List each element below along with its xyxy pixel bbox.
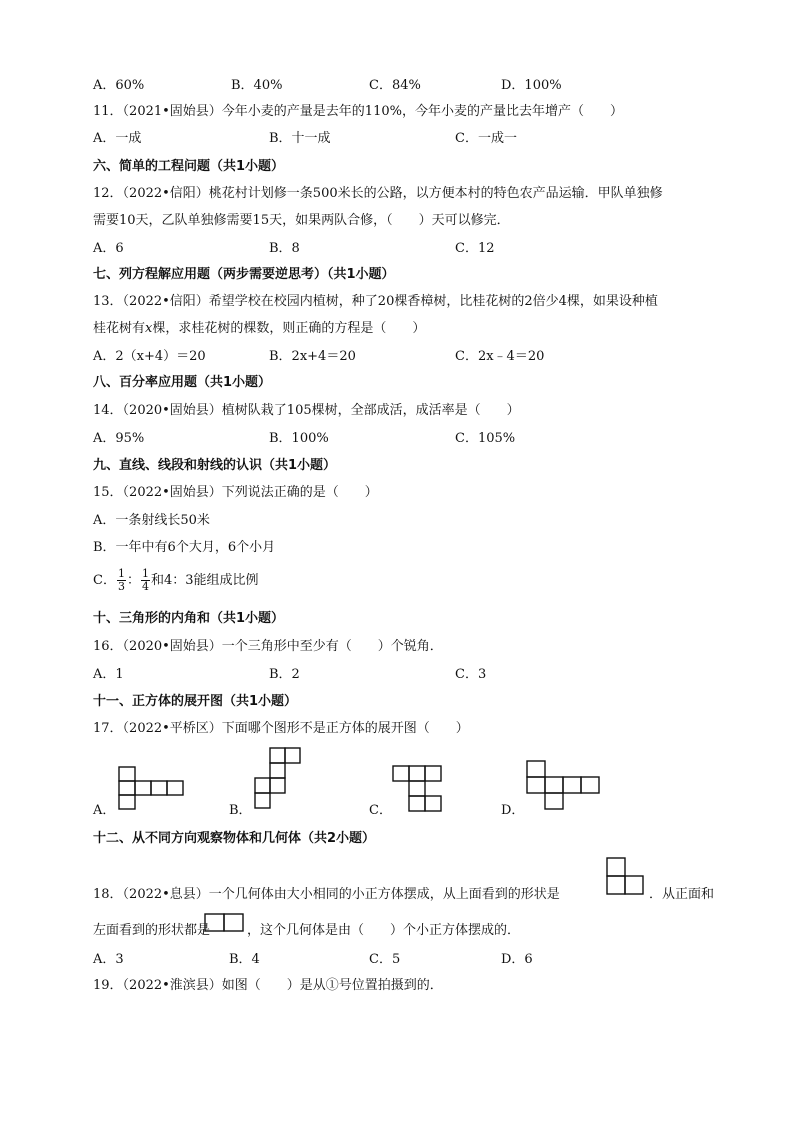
q16-option-a: A．1: [93, 667, 124, 682]
q13-stem-line2-a: 桂花树有: [93, 321, 146, 336]
fraction-1-denominator: 3: [117, 580, 125, 593]
q18-option-d: D．6: [501, 952, 533, 967]
q14-option-b: B．100%: [269, 431, 329, 446]
fraction-2-denominator: 4: [141, 580, 149, 593]
q12-option-c: C．12: [455, 241, 495, 256]
q18-option-b: B．4: [229, 952, 260, 967]
q15-option-b: B．一年中有6个大月，6个小月: [93, 540, 276, 555]
cube-net-a: [118, 766, 188, 812]
q17-option-a: A．: [93, 803, 116, 818]
q17-option-d: D．: [501, 803, 525, 818]
q11-stem: 11．（2021•固始县）今年小麦的产量是去年的110%，今年小麦的产量比去年增产（ ）: [93, 104, 623, 119]
q17-stem: 17．（2022•平桥区）下面哪个图形不是正方体的展开图（ ）: [93, 721, 469, 736]
q15-stem: 15．（2022•固始县）下列说法正确的是（ ）: [93, 485, 378, 500]
q10-option-b: B．40%: [231, 78, 283, 93]
ratio-colon: ：: [126, 573, 140, 588]
q16-option-c: C．3: [455, 667, 487, 682]
fraction-2-numerator: 1: [141, 567, 149, 580]
q18-stem-line1: 18．（2022•息县）一个几何体由大小相同的小正方体摆成，从上面看到的形状是: [93, 887, 560, 902]
q18-option-a: A．3: [93, 952, 124, 967]
q10-option-c: C．84%: [369, 78, 421, 93]
q10-option-a: A．60%: [93, 78, 145, 93]
q13-option-a: A．2（x+4）＝20: [93, 349, 206, 364]
section-heading-12: 十二、从不同方向观察物体和几何体（共2小题）: [93, 831, 376, 846]
section-heading-7: 七、列方程解应用题（两步需要逆思考）（共1小题）: [93, 267, 395, 282]
q19-stem: 19．（2022•淮滨县）如图（ ）是从①号位置拍摄到的．: [93, 978, 443, 993]
q12-stem-line1: 12．（2022•信阳）桃花村计划修一条500米长的公路，以方便本村的特色农产品运输．甲队单独修: [93, 186, 663, 201]
top-view-shape: [605, 857, 645, 897]
q11-option-c: C．一成一: [455, 131, 517, 146]
q14-option-c: C．105%: [455, 431, 516, 446]
q18-stem-line2-a: 左面看到的形状都是: [93, 923, 211, 938]
q12-option-a: A．6: [93, 241, 124, 256]
section-heading-9: 九、直线、线段和射线的认识（共1小题）: [93, 458, 337, 473]
fraction-1-numerator: 1: [117, 567, 125, 580]
q11-option-a: A．一成: [93, 131, 142, 146]
q12-option-b: B．8: [269, 241, 300, 256]
q14-stem: 14．（2020•固始县）植树队栽了105棵树，全部成活，成活率是（ ）: [93, 403, 520, 418]
fraction-one-third: [117, 568, 126, 593]
cube-net-b: [253, 747, 303, 811]
q18-option-c: C．5: [369, 952, 401, 967]
q16-stem: 16．（2020•固始县）一个三角形中至少有（ ）个锐角．: [93, 639, 443, 654]
front-left-view-shape: [204, 912, 246, 934]
q10-option-d: D．100%: [501, 78, 562, 93]
q13-option-b: B．2x+4＝20: [269, 349, 356, 364]
q15-option-c: [93, 566, 259, 596]
q13-stem-line2-b: 棵，求桂花树的棵数，则正确的方程是（ ）: [152, 321, 426, 336]
q12-stem-line2: 需要10天，乙队单独修需要15天，如果两队合修，（ ）天可以修完．: [93, 213, 510, 228]
q17-option-b: B．: [229, 803, 252, 818]
q18-stem-line2-b: ，这个几何体是由（ ）个小正方体摆成的．: [247, 923, 521, 938]
section-heading-10: 十、三角形的内角和（共1小题）: [93, 611, 285, 626]
q15-option-a: A．一条射线长50米: [93, 513, 210, 528]
q18-stem-line1-end: ．从正面和: [649, 887, 715, 902]
cube-net-c: [392, 765, 444, 813]
cube-net-d: [526, 760, 606, 812]
section-heading-6: 六、简单的工程问题（共1小题）: [93, 159, 285, 174]
section-heading-11: 十一、正方体的展开图（共1小题）: [93, 694, 298, 709]
q14-option-a: A．95%: [93, 431, 145, 446]
q17-option-c: C．: [369, 803, 392, 818]
q15-option-c-prefix: C．: [93, 573, 116, 588]
q11-option-b: B．十一成: [269, 131, 331, 146]
section-heading-8: 八、百分率应用题（共1小题）: [93, 375, 272, 390]
q13-stem-line2: [93, 320, 425, 338]
q16-option-b: B．2: [269, 667, 300, 682]
fraction-one-quarter: [141, 568, 150, 593]
q13-variable: x: [145, 321, 153, 336]
q13-option-c: C．2x﹣4＝20: [455, 349, 545, 364]
q13-stem-line1: 13．（2022•信阳）希望学校在校园内植树，种了20棵香樟树，比桂花树的2倍少4棵，如果设种植: [93, 294, 658, 309]
q15-option-c-suffix: 和4：3能组成比例: [150, 573, 259, 588]
